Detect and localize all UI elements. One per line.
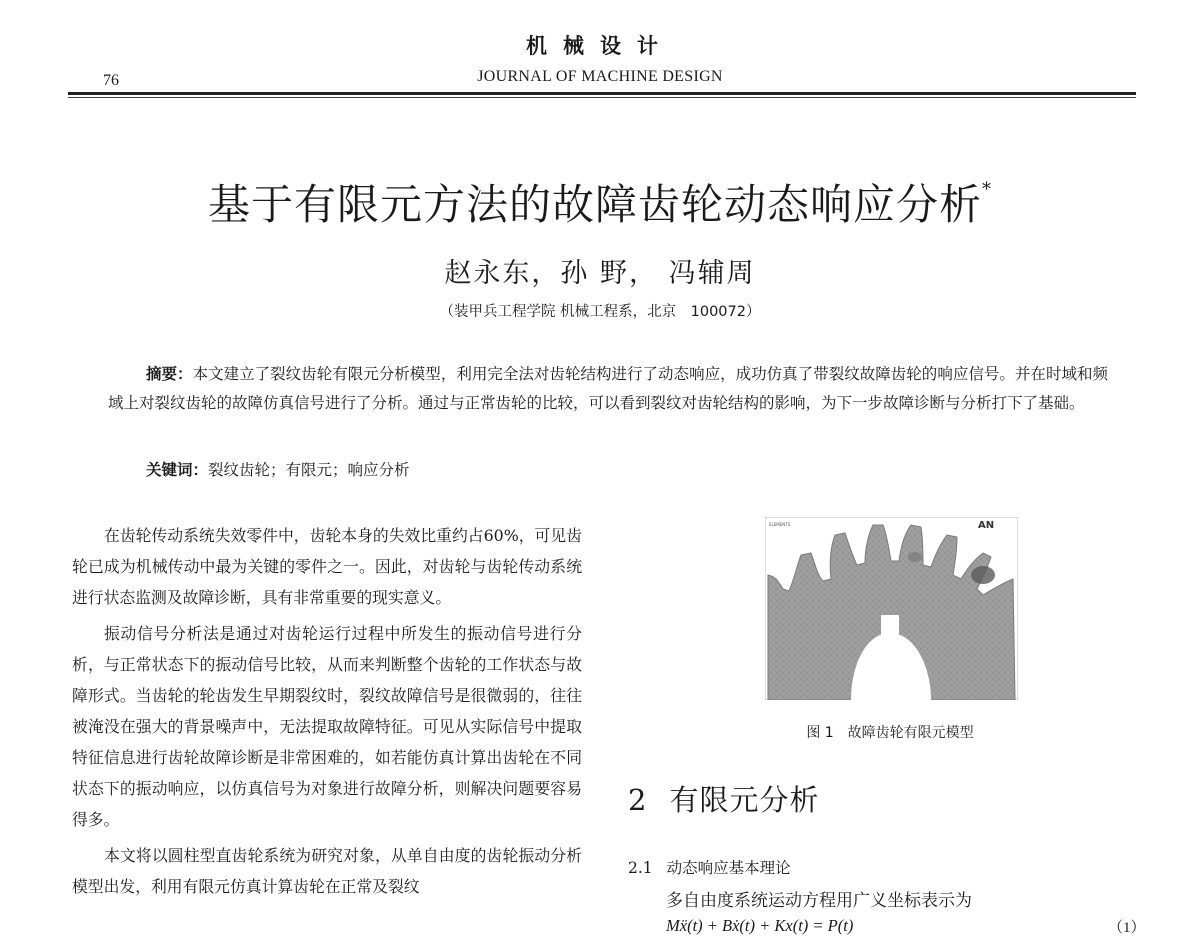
equation: Mẍ(t) + Bẋ(t) + Kx(t) = P(t) bbox=[666, 916, 854, 935]
journal-title-en: JOURNAL OF MACHINE DESIGN bbox=[477, 68, 723, 85]
gear-fe-model-figure bbox=[765, 517, 1018, 700]
figure-small-label: ELEMENTS bbox=[769, 522, 791, 527]
section-heading bbox=[628, 778, 819, 819]
keywords-text: 裂纹齿轮；有限元；响应分析 bbox=[208, 461, 410, 479]
keywords-label: 关键词： bbox=[146, 461, 209, 479]
crack-region bbox=[971, 566, 995, 584]
abstract-text: 本文建立了裂纹齿轮有限元分析模型，利用完全法对齿轮结构进行了动态响应，成功仿真了带裂纹故障齿轮的响应信号。并在时域和频域上对裂纹齿轮的故障仿真信号进行了分析。通过与正常齿轮的比较，可以看到裂纹对齿轮结构的影响，为下一步故障诊断与分析打下了基础。 bbox=[108, 365, 1108, 412]
subsection-heading bbox=[628, 856, 791, 878]
abstract bbox=[108, 360, 1108, 418]
header-rule-thick bbox=[68, 92, 1136, 95]
figure-corner-label: AN bbox=[978, 520, 995, 531]
header-rule-thin bbox=[68, 97, 1136, 98]
section-number: 2 bbox=[628, 783, 648, 817]
affiliation: （装甲兵工程学院 机械工程系，北京 100072） bbox=[439, 304, 761, 320]
body-left-column bbox=[72, 520, 582, 907]
journal-title-cn: 机械设计 bbox=[526, 33, 674, 58]
body-paragraph: 振动信号分析法是通过对齿轮运行过程中所发生的振动信号进行分析，与正常状态下的振动信号比较，从而来判断整个齿轮的工作状态与故障形式。当齿轮的轮齿发生早期裂纹时，裂纹故障信号是很微弱的，往往被淹没在强大的背景噪声中，无法提取故障特征。可见从实际信号中提取特征信息进行齿轮故障诊断是非常困难的，如若能仿真计算出齿轮在不同状态下的振动响应，以仿真信号为对象进行故障分析，则解决问题要容易得多。 bbox=[72, 624, 582, 829]
figure-caption: 图 1 故障齿轮有限元模型 bbox=[806, 725, 974, 741]
gear-keyway bbox=[881, 615, 899, 635]
title-footnote-mark: * bbox=[982, 179, 992, 200]
equation-number: （1） bbox=[1108, 920, 1146, 936]
subsection-title: 动态响应基本理论 bbox=[666, 859, 791, 877]
authors: 赵永东，孙 野， 冯辅周 bbox=[444, 258, 756, 289]
abstract-label: 摘要： bbox=[146, 365, 193, 383]
subsection-number: 2.1 bbox=[628, 859, 653, 877]
body-paragraph: 本文将以圆柱型直齿轮系统为研究对象，从单自由度的齿轮振动分析模型出发，利用有限元仿真计算齿轮在正常及裂纹 bbox=[72, 846, 582, 896]
keywords bbox=[146, 458, 410, 480]
body-paragraph: 在齿轮传动系统失效零件中，齿轮本身的失效比重约占60%，可见齿轮已成为机械传动中最为关键的零件之一。因此，对齿轮与齿轮传动系统进行状态监测及故障诊断，具有非常重要的现实意义。 bbox=[72, 526, 582, 607]
article-title bbox=[0, 172, 1200, 232]
section-title: 有限元分析 bbox=[669, 783, 820, 817]
stress-region bbox=[908, 552, 922, 562]
body-right-text: 多自由度系统运动方程用广义坐标表示为 bbox=[666, 891, 972, 911]
page-number: 76 bbox=[103, 72, 119, 89]
title-text: 基于有限元方法的故障齿轮动态响应分析 bbox=[207, 180, 982, 229]
